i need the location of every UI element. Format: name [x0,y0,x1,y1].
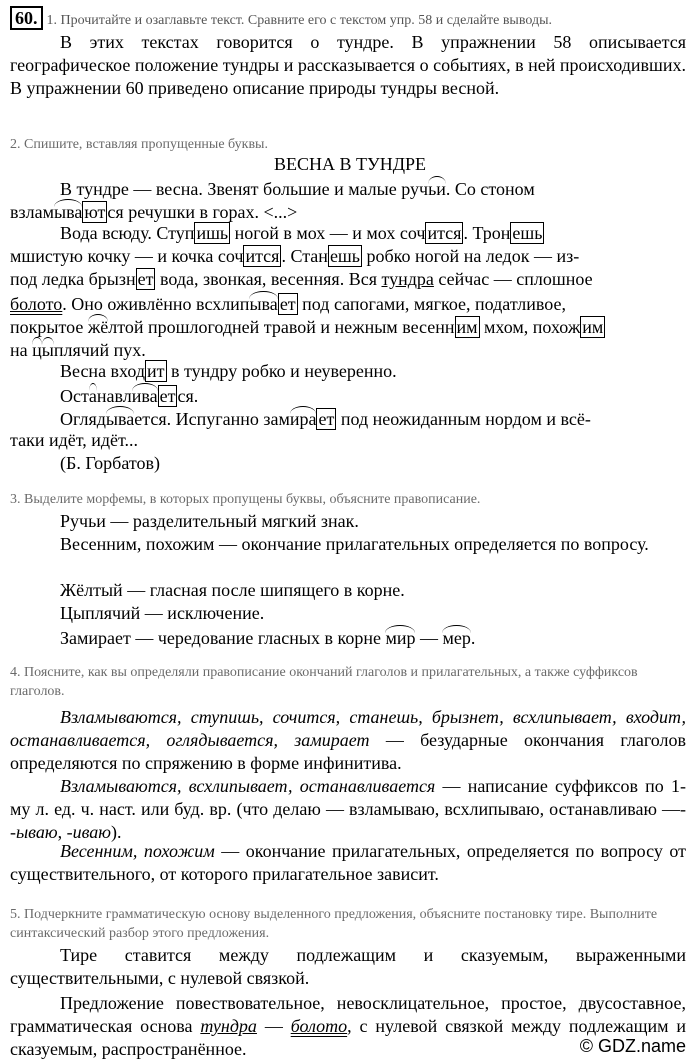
text-author: (Б. Горбатов) [60,453,160,473]
watermark-footer: © GDZ.name [579,1036,686,1056]
exercise-number: 60. [10,6,43,30]
task-1-heading [10,6,690,31]
text-line-5: под ледка брызн ет вода, звонкая, весенняя. Вся тундра сейчас — сплошное [10,269,593,289]
text-line-11: Оглядывается. Испуганно замира ет под неожиданным нордом и всё- [60,406,700,431]
text-line-7: покрытое жёлтой прошлогодней травой и нежным весенн им мхом, похож им [10,314,686,339]
task-1-title: 1. Прочитайте и озаглавьте текст. Сравните его с текстом упр. 58 и сделайте выводы. [46,13,552,28]
text-line-1: В тундре — весна. Звенят большие и малые ручьи. Со стоном [60,176,700,201]
answer-3-1: Ручьи — разделительный мягкий знак. [60,511,359,531]
subject-underlined: тундра [381,269,434,289]
text-line-2: взламыва ют ся речушки в горах. <...> [10,199,686,224]
answer-3-3: Жёлтый — гласная после шипящего в корне. [60,580,405,600]
answer-3-4: Цыплячий — исключение. [60,603,265,623]
answer-5-1: Тире ставится между подлежащим и сказуемым, выраженными существительными, с нулевой связкой. [10,945,686,988]
text-line-3: Вода всюду. Ступ ишь ногой в мох — и мох соч ится . Трон ешь [60,223,543,243]
task-4-title: 4. Поясните, как вы определяли правописание окончаний глаголов и прилагательных, а также суффиксов глаголов. [10,665,638,699]
text-line-12: таки идёт, идёт... [10,430,139,450]
answer-4-2: Взламываются, всхлипывает, останавливается — написание суффиксов по 1-му л. ед. ч. наст. или буд. вр. (что делаю — взламываю, всхлипываю, останавливаю —- -ываю, -иваю). [10,776,686,842]
answer-3-5: Замирает — чередование гласных в корне мир — мер. [60,625,700,650]
task-2-title: 2. Спишите, вставляя пропущенные буквы. [10,137,268,152]
text-line-8: на цыплячий пух. [10,337,686,362]
text-line-6: болото. Оно оживлённо всхлипыва ет под сапогами, мягкое, податливое, [10,291,686,316]
answer-3-2: Весенним, похожим — окончание прилагательных определяется по вопросу. [60,534,649,554]
task-3-title: 3. Выделите морфемы, в которых пропущены буквы, объясните правописание. [10,492,481,507]
answer-4-3: Весенним, похожим — окончание прилагательных, определяется по вопросу от существительного, от которого прилагательное зависит. [10,841,686,884]
answer-1: В этих текстах говорится о тундре. В упражнении 58 описывается географическое положение тундры и рассказывается о событиях, в ней происходивших. В упражнении 60 приведено описание природы тундры весной. [10,32,686,98]
text-line-10: Останавлива ет ся. [60,383,700,408]
text-title: ВЕСНА В ТУНДРЕ [273,154,427,174]
answer-4-1: Взламываются, ступишь, сочится, станешь, брызнет, всхлипывает, входит, останавливается, оглядывается, замирает — безударные окончания глаголов определяются по спряжению в форме инфинитива. [10,707,686,773]
task-5-title: 5. Подчеркните грамматическую основу выделенного предложения, объясните постановку тире. Выполните синтаксический разбор этого предложения. [10,907,658,941]
text-line-4: мшистую кочку — и кочка соч ится . Стан ешь робко ногой на ледок — из- [10,246,580,266]
answer-5-2: Предложение повествовательное, невосклицательное, простое, двусоставное, грамматическая основа тундра — болото, с нулевой связкой между подлежащим и сказуемым, распространённое. [10,993,686,1059]
predicate-underlined: болото [10,294,63,314]
text-line-9: Весна вход ит в тундру робко и неуверенно. [60,361,397,381]
